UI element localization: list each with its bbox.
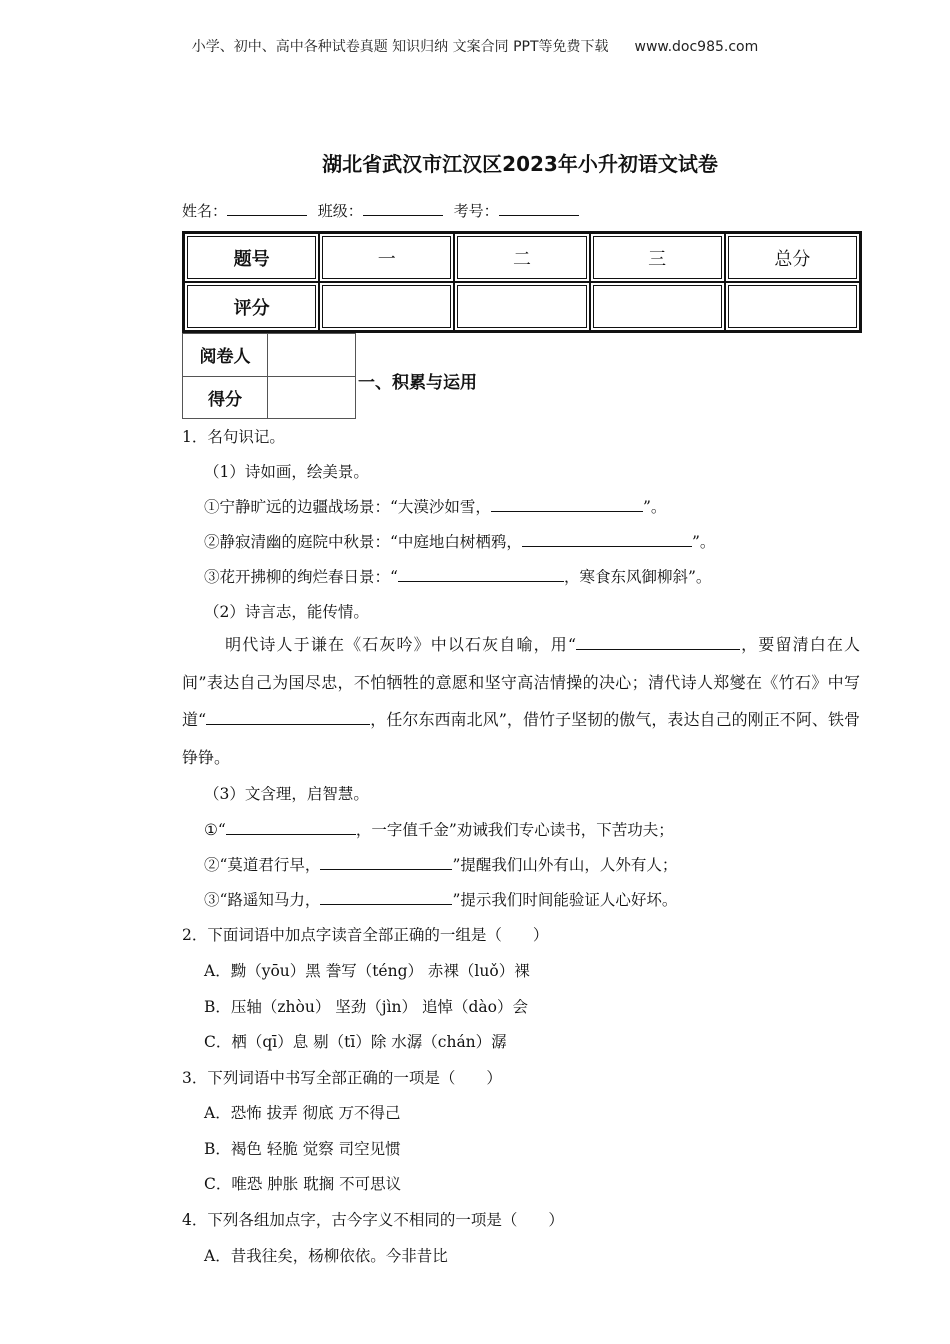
q1-item6	[204, 888, 677, 910]
q1-item3-text: ③花开拂柳的绚烂春日景：“	[204, 568, 398, 586]
reviewer-score-cell	[268, 376, 356, 419]
answer-blank	[320, 889, 452, 905]
score-cell	[590, 282, 725, 331]
reviewer-box	[182, 333, 356, 419]
answer-blank	[398, 566, 564, 582]
q1-item5-end: ”提醒我们山外有山，人外有人；	[452, 856, 678, 874]
answer-blank	[226, 819, 356, 835]
score-label-cell: 评分	[184, 282, 319, 331]
para-text-b: ，要留清白在人间”表达自己为国尽忠，不怕牺牲的意愿和坚守高洁情操的决心；清代诗人郑燮在《竹石》中写道“	[182, 635, 860, 729]
q2-option-a: A．黝（yōu）黑 誊写（téng） 赤裸（luǒ）裸	[204, 962, 530, 980]
q3-option-a: A．恐怖 拔弄 彻底 万不得己	[204, 1104, 401, 1122]
score-header-cell: 三	[590, 233, 725, 282]
name-blank	[227, 201, 307, 216]
q1-item3-end: ，寒食东风御柳斜”。	[563, 568, 712, 586]
q1-item4	[204, 818, 674, 840]
q1-item6-end: ”提示我们时间能验证人心好坏。	[452, 891, 678, 909]
score-cell	[454, 282, 589, 331]
answer-blank	[320, 854, 452, 870]
score-header-cell: 题号	[184, 233, 319, 282]
q3-option-b: B．褐色 轻脆 觉察 司空见惯	[204, 1140, 401, 1158]
reviewer-label: 阅卷人	[183, 334, 268, 377]
q1-item5-text: ②“莫道君行早，	[204, 856, 321, 874]
q1-paragraph	[182, 626, 860, 776]
q1-item2	[204, 530, 715, 552]
q1-item5	[204, 853, 677, 875]
header-text: 小学、初中、高中各种试卷真题 知识归纳 文案合同 PPT等免费下载	[191, 39, 609, 55]
score-header-cell: 二	[454, 233, 589, 282]
exam-title: 湖北省武汉市江汉区2023年小升初语文试卷	[322, 152, 718, 176]
header-site: www.doc985.com	[634, 39, 759, 55]
q1-part2: （2）诗言志，能传情。	[204, 603, 369, 621]
reviewer-cell	[268, 334, 356, 377]
reviewer-score-label: 得分	[183, 376, 268, 419]
class-label: 班级：	[317, 202, 363, 220]
q1-item2-end: ”。	[691, 533, 716, 551]
score-header-cell: 总分	[725, 233, 860, 282]
answer-blank	[206, 709, 370, 725]
q3-option-c: C．唯恐 肿胀 耽搁 不可思议	[204, 1175, 402, 1193]
q2-option-c: C．栖（qī）息 剔（tī）除 水潺（chán）潺	[204, 1033, 507, 1051]
q1-part1: （1）诗如画，绘美景。	[204, 463, 369, 481]
answer-blank	[576, 634, 740, 650]
q1-item1	[204, 495, 666, 517]
question-1-stem: 1．名句识记。	[182, 428, 285, 446]
score-cell	[319, 282, 454, 331]
para-text-a: 明代诗人于谦在《石灰吟》中以石灰自喻，用“	[224, 635, 577, 654]
student-info	[182, 200, 585, 221]
section-heading: 一、积累与运用	[358, 373, 477, 393]
answer-blank	[491, 496, 643, 512]
q4-option-a: A．昔我往矣，杨柳依依。今非昔比	[204, 1247, 448, 1265]
q1-item6-text: ③“路遥知马力，	[204, 891, 321, 909]
q1-item2-text: ②静寂清幽的庭院中秋景：“中庭地白树栖鸦，	[204, 533, 522, 551]
score-table	[182, 231, 862, 333]
id-blank	[499, 201, 579, 216]
class-blank	[363, 201, 443, 216]
q1-item4-text: ①“	[204, 821, 226, 839]
score-header-row	[184, 233, 860, 282]
name-label: 姓名：	[182, 202, 228, 220]
para-text-c: ，任尔东西南北风”，借竹子坚韧的傲气，表达自己的刚正不阿、铁骨铮铮。	[182, 710, 860, 767]
q1-item4-end: ，一字值千金”劝诫我们专心读书，下苦功夫；	[355, 821, 674, 839]
q1-item1-end: ”。	[642, 498, 667, 516]
q1-item1-text: ①宁静旷远的边疆战场景：“大漠沙如雪，	[204, 498, 491, 516]
question-4-stem: 4．下列各组加点字，古今字义不相同的一项是（ ）	[182, 1211, 564, 1229]
question-3-stem: 3．下列词语中书写全部正确的一项是（ ）	[182, 1069, 502, 1087]
question-2-stem: 2．下面词语中加点字读音全部正确的一组是（ ）	[182, 926, 549, 944]
score-cell	[725, 282, 860, 331]
q1-item3	[204, 565, 711, 587]
answer-blank	[522, 531, 692, 547]
score-header-cell: 一	[319, 233, 454, 282]
q1-part3: （3）文含理，启智慧。	[204, 785, 369, 803]
page-header	[0, 36, 950, 56]
score-row	[184, 282, 860, 331]
q2-option-b: B．压轴（zhòu） 坚劲（jìn） 追悼（dào）会	[204, 998, 528, 1016]
id-label: 考号：	[453, 202, 499, 220]
